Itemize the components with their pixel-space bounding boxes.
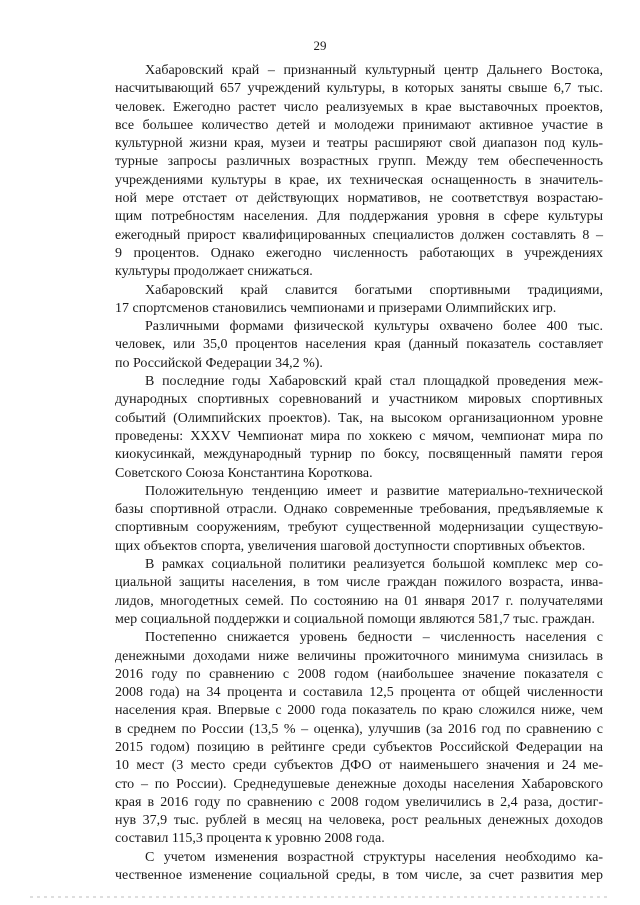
text-line: Хабаровский край – признанный культурный центр Дальнего Востока, (145, 63, 603, 78)
text-line: Хабаровский край славится богатыми спортивными традициями, (145, 282, 603, 298)
text-line: проведены: XXXV Чемпионат мира по хоккею с мячом, чемпионат мира по (115, 428, 603, 444)
scan-edge-artifact (30, 896, 610, 898)
page-number: 29 (313, 38, 327, 53)
paragraph (115, 629, 603, 849)
text-line: нув 37,9 тыс. рублей в месяц на человека, рост реальных денежных доходов (115, 813, 603, 829)
paragraph (115, 318, 603, 373)
text-line: базы спортивной отрасли. Однако современные требования, предъявляемые к (115, 502, 603, 518)
text-line: денежными доходами ниже величины прожиточного минимума снизилась в (115, 648, 603, 664)
paragraph (115, 556, 603, 629)
document-body (115, 62, 603, 885)
text-line: ежегодный прирост квалифицированных специалистов должен составлять 8 – (115, 227, 603, 243)
text-line: 2016 году по сравнению с 2008 годом (наибольшее значение показателя с (115, 666, 603, 682)
text-line: культурной жизни края, музеи и театры расширяют свой диапазон под куль- (115, 136, 603, 152)
text-line: лидов, многодетных семей. По состоянию на 01 января 2017 г. получателями (115, 593, 603, 609)
text-line: ной мере отстает от действующих нормативов, не соответствуя возрастаю- (115, 191, 603, 207)
text-line: 9 процентов. Однако ежегодно численность работающих в учреждениях (115, 245, 603, 261)
text-line: 10 мест (3 место среди субъектов ДФО от наименьшего значения и 24 ме- (115, 758, 603, 774)
text-line: насчитывающий 657 учреждений культуры, в которых заняты свыше 6,7 тыс. (115, 81, 603, 97)
text-line: циальной защиты населения, в том числе граждан пожилого возраста, инва- (115, 575, 603, 591)
text-line: человек. Ежегодно растет число реализуемых в крае выставочных проектов, (115, 99, 603, 115)
text-line: щим потребностям населения. Для поддержания уровня в сфере культуры (115, 209, 603, 225)
text-line: В последние годы Хабаровский край стал площадкой проведения меж- (145, 374, 603, 390)
text-line: культуры продолжает снижаться. (115, 264, 313, 280)
text-line: Различными формами физической культуры охвачено более 400 тыс. (145, 319, 603, 335)
text-line: человек, или 35,0 процентов населения края (данный показатель составляет (115, 337, 603, 353)
text-line: событий (Олимпийских проектов). Так, на высоком организационном уровне (115, 410, 603, 426)
text-line: по Российской Федерации 34,2 %). (115, 355, 323, 371)
text-line: С учетом изменения возрастной структуры населения необходимо ка- (145, 849, 603, 865)
text-line: киокусинкай, международный турнир по боксу, посвященный памяти героя (115, 447, 603, 463)
text-line: щих объектов спорта, увеличения шаговой доступности спортивных объектов. (115, 538, 586, 554)
text-line: населения края. Впервые с 2000 года показатель по краю сложился ниже, чем (115, 703, 603, 719)
text-line: Советского Союза Константина Короткова. (115, 465, 373, 481)
paragraph (115, 62, 603, 282)
text-line: дународных спортивных соревнований и участником мировых спортивных (115, 392, 603, 408)
text-line: Положительную тенденцию имеет и развитие материально-технической (145, 483, 603, 499)
text-line: чественное изменение социальной среды, в том числе, за счет развития мер (115, 868, 603, 884)
text-line: в среднем по России (13,5 % – оценка), улучшив (за 2016 год по сравнению с (115, 721, 603, 737)
text-line: В рамках социальной политики реализуется большой комплекс мер со- (145, 557, 603, 573)
text-line: составил 115,3 процента к уровню 2008 года. (115, 831, 385, 847)
text-line: 17 спортсменов становились чемпионами и призерами Олимпийских игр. (115, 300, 557, 316)
text-line: 2008 года) на 34 процента и составила 12,5 процента от общей численности (115, 685, 603, 701)
paragraph (115, 282, 603, 319)
text-line: 2015 годом) позицию в рейтинге среди субъектов Российской Федерации на (115, 739, 603, 755)
text-line: сто – по России). Среднедушевые денежные доходы населения Хабаровского (115, 776, 603, 792)
text-line: турные запросы различных возрастных групп. Между тем обеспеченность (115, 154, 603, 170)
text-line: все большее количество детей и молодежи принимают активное участие в (115, 117, 603, 133)
text-line: Постепенно снижается уровень бедности – численность населения с (145, 630, 603, 646)
paragraph (115, 483, 603, 556)
paragraph (115, 849, 603, 886)
text-line: мер социальной поддержки и социальной помощи являются 581,7 тыс. граждан. (115, 611, 595, 627)
text-line: спортивным сооружениям, требуют существенной модернизации существую- (115, 520, 603, 536)
paragraph (115, 373, 603, 483)
text-line: края в 2016 году по сравнению с 2008 годом увеличились в 2,4 раза, достиг- (115, 794, 603, 810)
text-line: учреждениями культуры в крае, их техническая оснащенность в значитель- (115, 172, 603, 188)
